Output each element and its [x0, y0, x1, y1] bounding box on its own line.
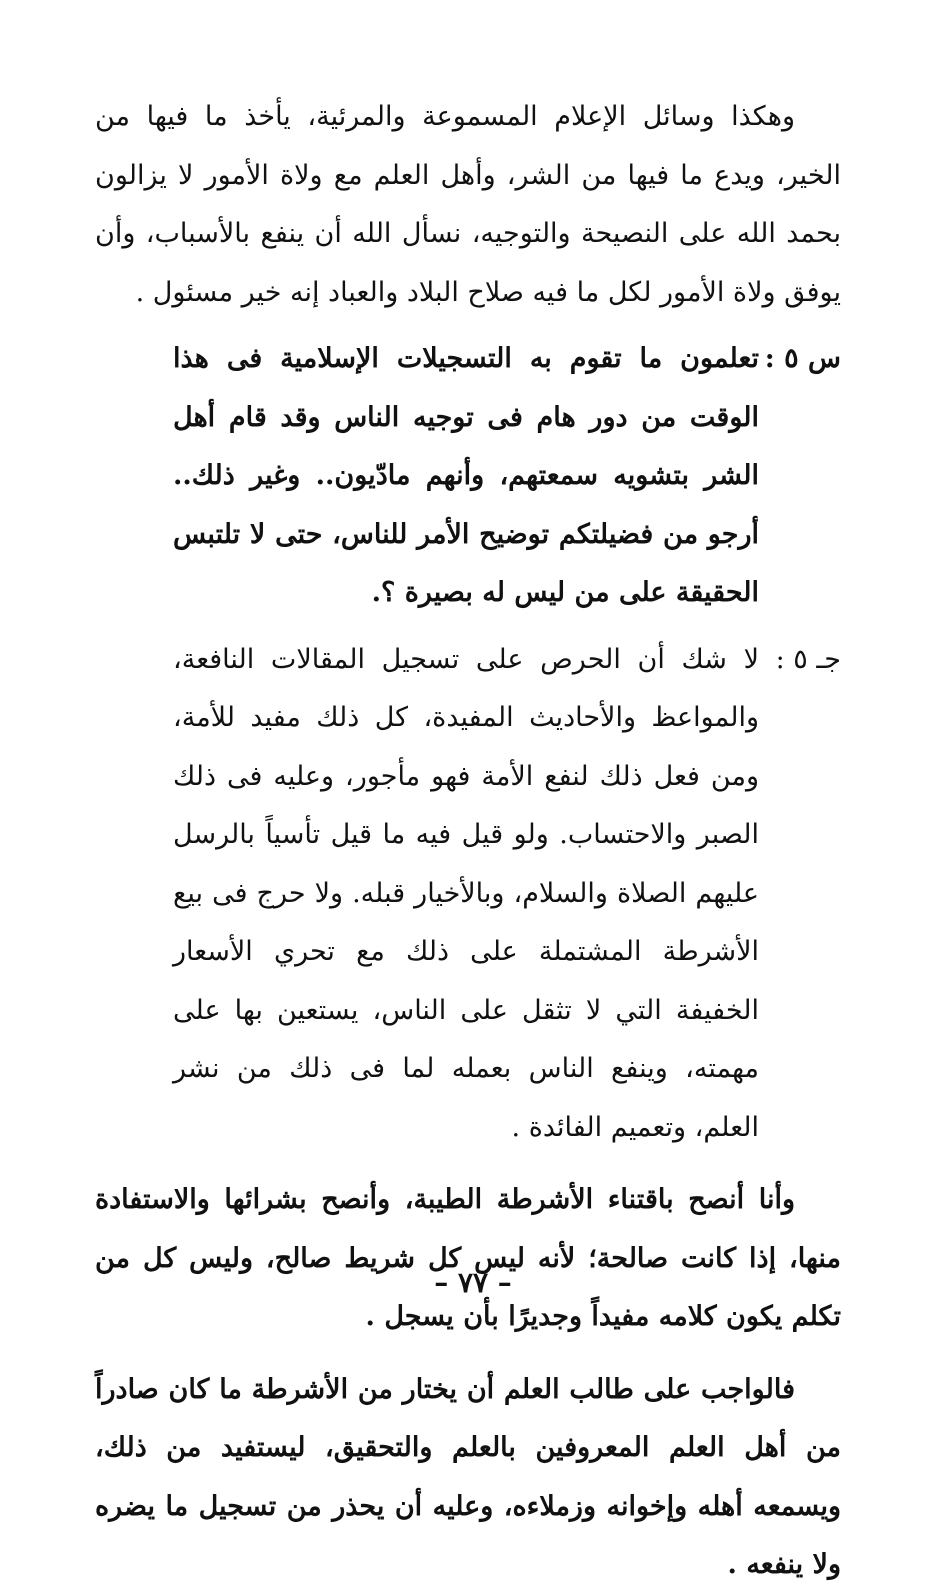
question-block	[95, 330, 841, 623]
paragraph-media: وهكذا وسائل الإعلام المسموعة والمرئية، يأخذ ما فيها من الخير، ويدع ما فيها من الشر، وأهل العلم مع ولاة الأمور لا يزالون بحمد الله على النصيحة والتوجيه، نسأل الله أن ينفع بالأسباب، وأن يوفق ولاة الأمور لكل ما فيه صلاح البلاد والعباد إنه خير مسئول .	[95, 101, 841, 308]
question-text: تعلمون ما تقوم به التسجيلات الإسلامية فى هذا الوقت من دور هام فى توجيه الناس وقد قام أهل الشر بتشويه سمعتهم، وأنهم مادّيون.. وغير ذلك.. أرجو من فضيلتكم توضيح الأمر للناس، حتى لا تلتبس الحقيقة على من ليس له بصيرة ؟.	[173, 343, 759, 608]
spacer	[95, 623, 841, 631]
question-label: س ٥ :	[764, 343, 841, 374]
paragraph-duty: فالواجب على طالب العلم أن يختار من الأشرطة ما كان صادراً من أهل العلم المعروفين بالعلم والتحقيق، ليستفيد من ذلك، ويسمعه أهله وإخوانه وزملاءه، وعليه أن يحذر من تسجيل ما يضره ولا ينفعه .	[95, 1373, 841, 1580]
answer-text: لا شك أن الحرص على تسجيل المقالات النافعة، والمواعظ والأحاديث المفيدة، كل ذلك مفيد للأمة، ومن فعل ذلك لنفع الأمة فهو مأجور، وعليه فى ذلك الصبر والاحتساب. ولو قيل فيه ما قيل تأسياً بالرسل عليهم الصلاة والسلام، وبالأخيار قبله. ولا حرج فى بيع الأشرطة المشتملة على ذلك مع تحري الأسعار الخفيفة التي لا تثقل على الناس، يستعين بها على مهمته، وينفع الناس بعمله لما فى ذلك من نشر العلم، وتعميم الفائدة .	[173, 643, 759, 1143]
spacer	[95, 1157, 841, 1171]
spacer	[95, 1347, 841, 1361]
page-number: – ٧٧ –	[434, 1266, 512, 1299]
paragraph-advice: وأنا أنصح باقتناء الأشرطة الطيبة، وأنصح بشرائها والاستفادة منها، إذا كانت صالحة؛ لأنه ليس كل شريط صالح، وليس كل من تكلم يكون كلامه مفيداً وجديرًا بأن يسجل .	[95, 1184, 841, 1332]
answer-block	[95, 631, 841, 1158]
answer-label: جـ ٥ :	[775, 643, 841, 675]
spacer	[95, 322, 841, 330]
page-body	[95, 88, 841, 1595]
